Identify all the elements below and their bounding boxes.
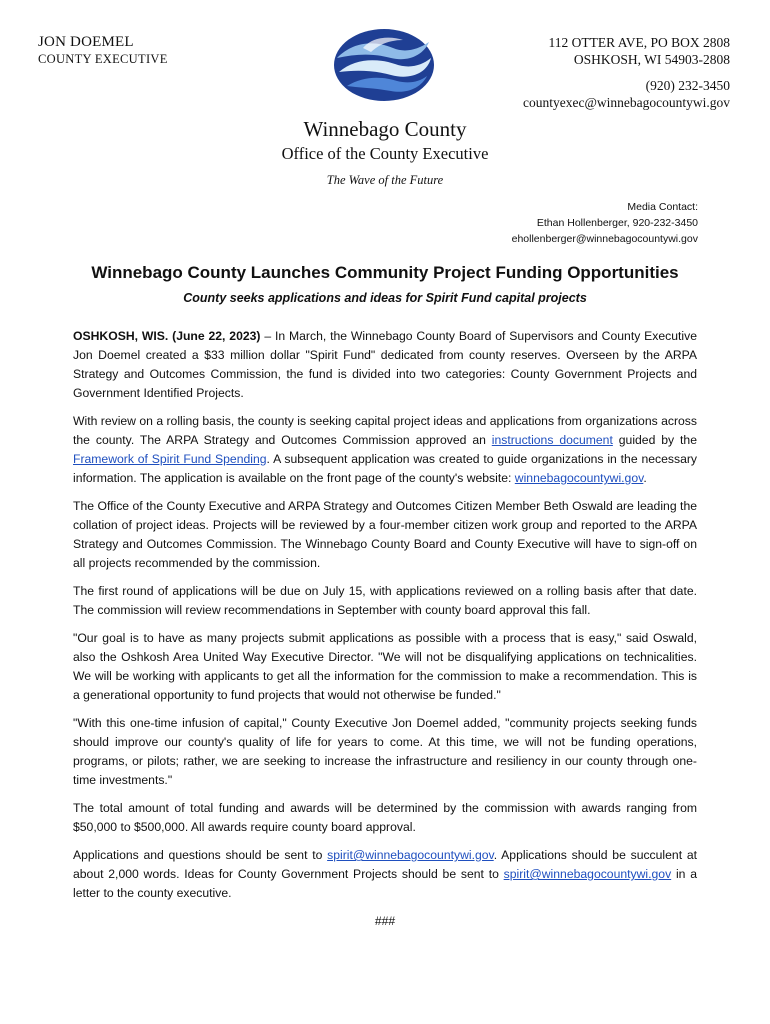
press-body <box>73 327 697 931</box>
media-contact-email: ehollenberger@winnebagocountywi.gov <box>511 233 698 245</box>
executive-title: COUNTY EXECUTIVE <box>38 52 168 66</box>
media-contact-name: Ethan Hollenberger, 920-232-3450 <box>536 217 698 229</box>
framework-link[interactable]: Framework of Spirit Fund Spending <box>73 452 267 466</box>
org-motto: The Wave of the Future <box>326 173 444 187</box>
end-mark: ### <box>374 914 396 928</box>
org-office: Office of the County Executive <box>281 144 489 163</box>
paragraph-7: The total amount of total funding and awards will be determined by the commission with awards ranging from $50,000 to $500,000. All awards require county board approval. <box>73 801 697 834</box>
paragraph-5: "Our goal is to have as many projects submit applications as possible with a process that is easy," said Oswald, also the Oshkosh Area United Way Executive Director. "We will not be disqualifying applications on technicalities. We will be working with applicants to get all the information for the commission to make a recommendation. This is a generational opportunity to fund projects that would not otherwise be funded." <box>73 631 697 702</box>
address-line-1: 112 OTTER AVE, PO BOX 2808 <box>548 35 730 50</box>
wave-logo-icon <box>333 28 435 102</box>
winnebago-wave-logo <box>333 28 435 102</box>
paragraph-4: The first round of applications will be due on July 15, with applications reviewed on a rolling basis after that date. The commission will review recommendations in September with county board approval this fall. <box>73 584 697 617</box>
spirit-email-link-2[interactable]: spirit@winnebagocountywi.gov <box>503 867 672 881</box>
paragraph-2: With review on a rolling basis, the county is seeking capital project ideas and applications from organizations across the county. The ARPA Strategy and Outcomes Commission approved an instructions document guided by the Framework of Spirit Fund Spending. A subsequent application was created to guide organizations in the necessary information. The application is available on the front page of the county's website: winnebagocountywi.gov. <box>73 414 697 485</box>
instructions-document-link[interactable]: instructions document <box>491 433 613 447</box>
address-block <box>523 34 730 111</box>
paragraph-3: The Office of the County Executive and ARPA Strategy and Outcomes Citizen Member Beth Oswald are leading the collation of project ideas. Projects will be reviewed by a four-member citizen work group and reported to the ARPA Strategy and Outcomes Commission. The Winnebago County Board and County Executive will have to sign-off on all projects recommended by the commission. <box>73 499 697 570</box>
paragraph-1: OSHKOSH, WIS. (June 22, 2023) – In March, the Winnebago County Board of Supervisors and County Executive Jon Doemel created a $33 million dollar "Spirit Fund" dedicated from county reserves. Overseen by the ARPA Strategy and Outcomes Commission, the fund is divided into two categories: County Government Projects and Government Identified Projects. <box>73 329 697 400</box>
executive-block <box>38 34 168 67</box>
address-line-2: OSHKOSH, WI 54903-2808 <box>573 52 730 67</box>
paragraph-8: Applications and questions should be sent to spirit@winnebagocountywi.gov. Applications should be succulent at about 2,000 words. Ideas for County Government Projects should be sent to spirit@winnebagocountywi.gov in a letter to the county executive. <box>73 848 697 900</box>
spirit-email-link[interactable]: spirit@winnebagocountywi.gov <box>327 848 494 862</box>
org-title: Winnebago County <box>303 117 467 141</box>
phone-number: (920) 232-3450 <box>645 78 730 93</box>
office-email: countyexec@winnebagocountywi.gov <box>522 95 730 110</box>
media-contact-label: Media Contact: <box>627 201 698 213</box>
press-subhead: County seeks applications and ideas for Spirit Fund capital projects <box>183 291 587 305</box>
executive-name: JON DOEMEL <box>38 34 134 50</box>
dateline: OSHKOSH, WIS. (June 22, 2023) <box>73 329 261 343</box>
press-headline: Winnebago County Launches Community Project Funding Opportunities <box>91 263 679 282</box>
county-website-link[interactable]: winnebagocountywi.gov <box>514 471 644 485</box>
paragraph-6: "With this one-time infusion of capital," County Executive Jon Doemel added, "community projects seeking funds should improve our county's quality of life for years to come. At this time, we will not be funding operations, programs, or pilots; rather, we are seeking to increase the infrastructure and resiliency in our county through one-time investments." <box>73 716 697 787</box>
media-contact <box>512 199 698 247</box>
